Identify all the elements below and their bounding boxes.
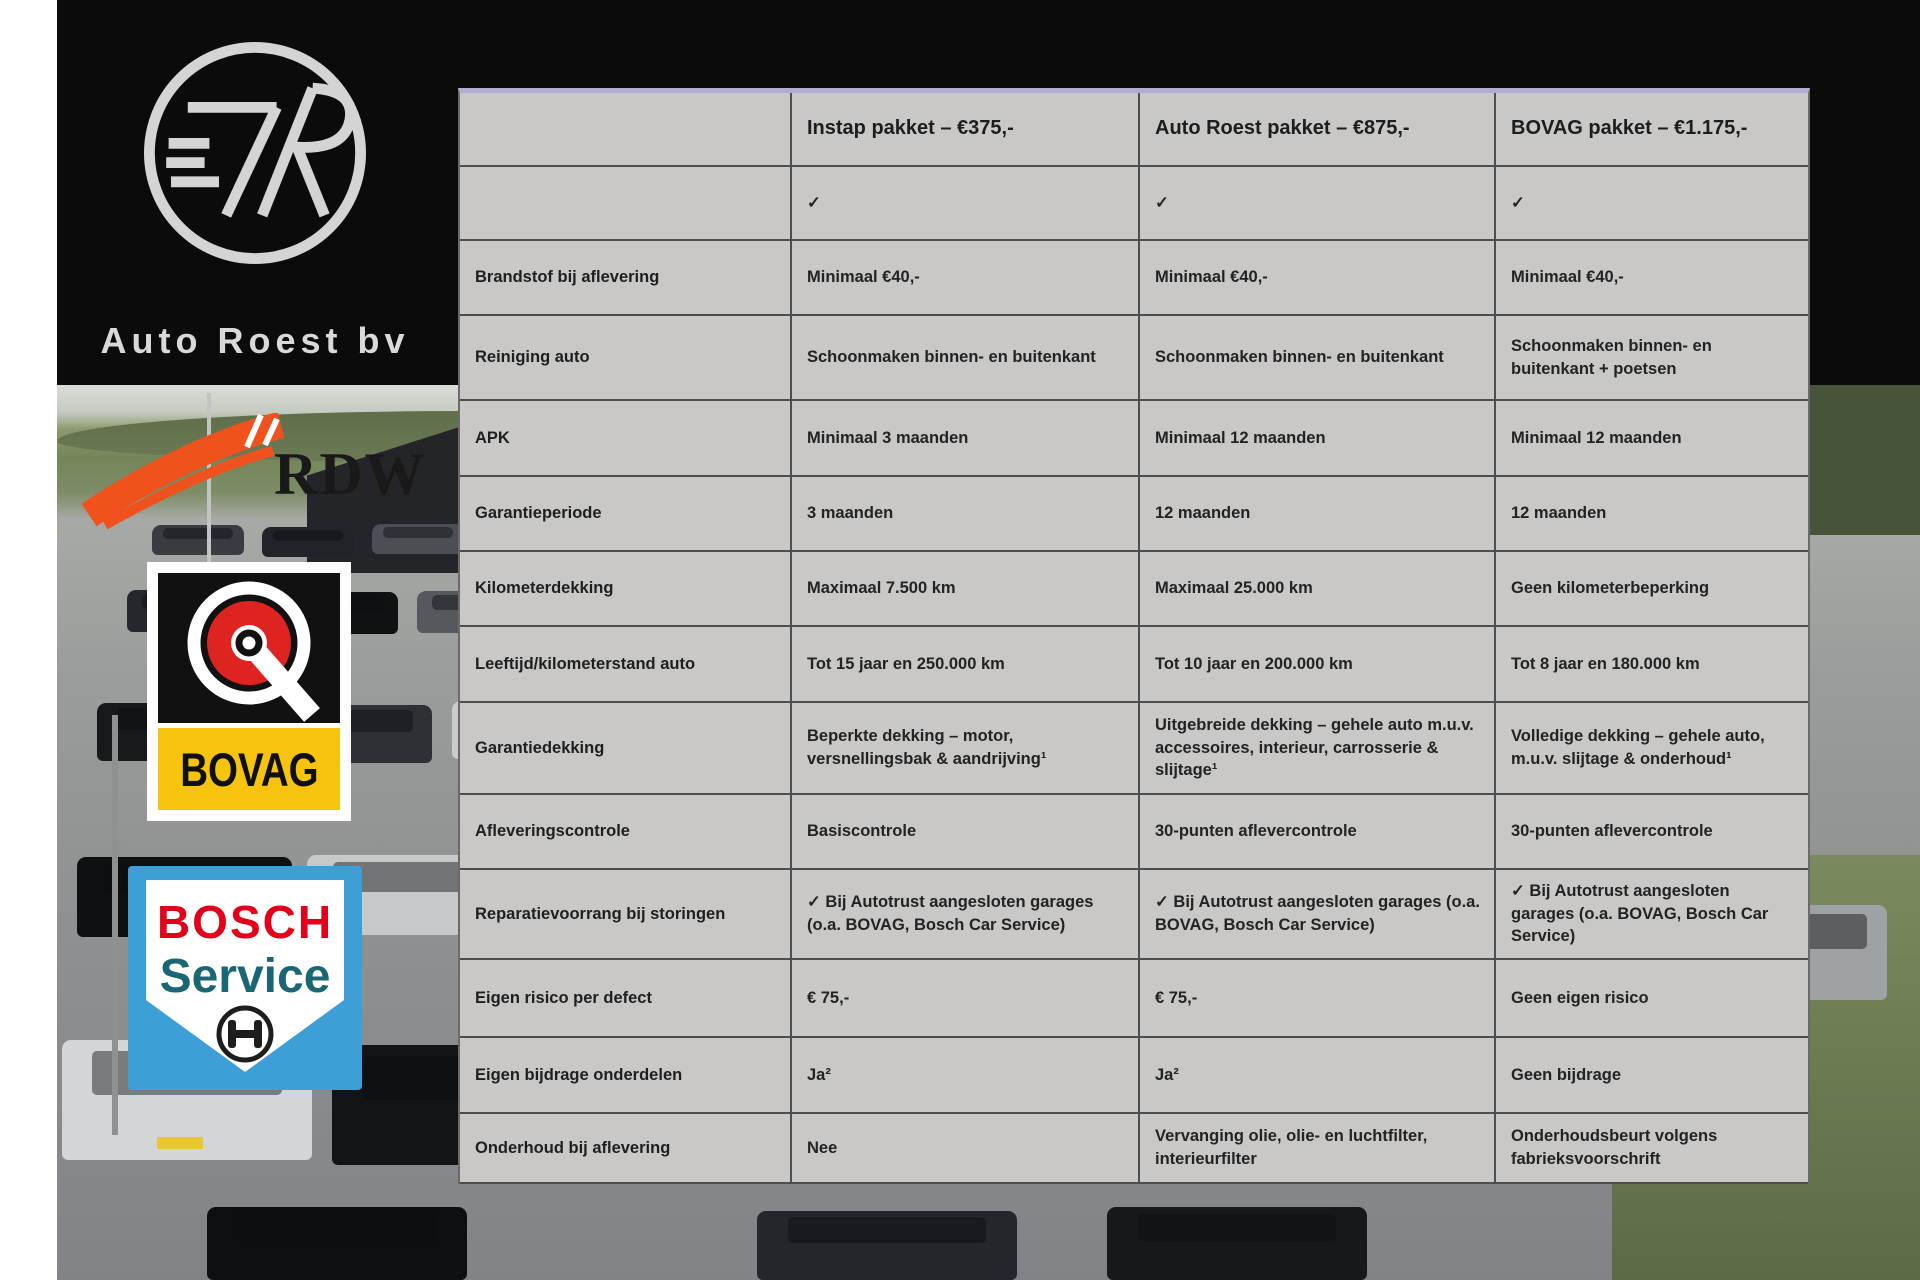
row-label: Leeftijd/kilometerstand auto [475,654,696,673]
value-cell: Geen bijdrage [1494,1038,1808,1112]
value-cell: ✓ Bij Autotrust aangesloten garages (o.a. BOVAG, Bosch Car Service) [1138,870,1494,958]
value-cell: ✓ [1138,167,1494,239]
value-cell: Schoonmaken binnen- en buitenkant [790,316,1138,399]
value-cell: ✓ Bij Autotrust aangesloten garages (o.a. BOVAG, Bosch Car Service) [1494,870,1808,958]
row-label: Brandstof bij aflevering [475,268,660,287]
value-cell: 3 maanden [790,477,1138,550]
row-label: Reparatievoorrang bij storingen [475,904,726,923]
table-row [460,316,1808,401]
table-row [460,795,1808,870]
package-header: BOVAG pakket – €1.175,- [1494,93,1808,165]
value-cell: € 75,- [1138,960,1494,1036]
company-name: Auto Roest bv [100,320,410,361]
value-cell: Beperkte dekking – motor, versnellingsbak & aandrijving¹ [790,703,1138,793]
bosch-wordmark: BOSCH [156,896,334,948]
package-header: Auto Roest pakket – €875,- [1138,93,1494,165]
value-cell: Minimaal 12 maanden [1138,401,1494,475]
value-cell: 12 maanden [1138,477,1494,550]
value-cell: 30-punten aflevercontrole [1494,795,1808,868]
row-label: Kilometerdekking [475,579,614,598]
value-cell: Vervanging olie, olie- en luchtfilter, interieurfilter [1138,1114,1494,1182]
table-row [460,627,1808,703]
bosch-armature-icon [219,1008,271,1060]
value-cell: Minimaal €40,- [790,241,1138,314]
value-cell: Tot 8 jaar en 180.000 km [1494,627,1808,701]
value-cell: 12 maanden [1494,477,1808,550]
car-shape [757,1211,1017,1280]
value-cell: Maximaal 7.500 km [790,552,1138,625]
value-cell: Tot 10 jaar en 200.000 km [1138,627,1494,701]
package-table [458,88,1810,1184]
row-label [460,167,790,239]
table-row [460,241,1808,316]
table-row [460,401,1808,477]
value-cell: Nee [790,1114,1138,1182]
auto-roest-monogram-icon [135,33,375,273]
rdw-flame-icon [75,413,290,533]
row-label: Garantiedekking [475,738,605,757]
row-label: Reiniging auto [475,348,590,367]
value-cell: ✓ [790,167,1138,239]
value-cell: ✓ [1494,167,1808,239]
row-label: APK [475,428,510,447]
corner-cell [460,93,790,165]
rdw-wordmark: RDW [274,440,427,507]
row-label: Eigen risico per defect [475,988,652,1007]
car-shape [1107,1207,1367,1280]
bosch-service-logo [128,866,362,1090]
table-row [460,1038,1808,1114]
value-cell: Ja² [790,1038,1138,1112]
table-row [460,703,1808,795]
row-label: Garantieperiode [475,504,602,523]
bovag-emblem-icon [158,573,340,723]
row-label: Afleveringscontrole [475,822,630,841]
value-cell: Minimaal 3 maanden [790,401,1138,475]
table-row [460,960,1808,1038]
value-cell: Ja² [1138,1038,1494,1112]
value-cell: Volledige dekking – gehele auto, m.u.v. slijtage & onderhoud¹ [1494,703,1808,793]
value-cell: Maximaal 25.000 km [1138,552,1494,625]
value-cell: € 75,- [790,960,1138,1036]
car-shape [207,1207,467,1280]
value-cell: Schoonmaken binnen- en buitenkant + poetsen [1494,316,1808,399]
table-row [460,870,1808,960]
value-cell: Uitgebreide dekking – gehele auto m.u.v. accessoires, interieur, carrosserie & slijtage¹ [1138,703,1494,793]
table-header-row [460,93,1808,167]
license-plate [157,1137,203,1149]
value-cell: Onderhoudsbeurt volgens fabrieksvoorschrift [1494,1114,1808,1182]
value-cell: Minimaal €40,- [1138,241,1494,314]
bovag-logo [147,562,351,821]
value-cell: Minimaal 12 maanden [1494,401,1808,475]
value-cell: Geen kilometerbeperking [1494,552,1808,625]
table-row [460,477,1808,552]
row-label: Onderhoud bij aflevering [475,1138,671,1157]
value-cell: Geen eigen risico [1494,960,1808,1036]
light-pole [112,715,118,1135]
value-cell: Basiscontrole [790,795,1138,868]
value-cell: Tot 15 jaar en 250.000 km [790,627,1138,701]
value-cell: ✓ Bij Autotrust aangesloten garages (o.a. BOVAG, Bosch Car Service) [790,870,1138,958]
rdw-logo [75,413,427,533]
value-cell: 30-punten aflevercontrole [1138,795,1494,868]
bovag-wordmark: BOVAG [179,742,319,796]
bosch-service-wordmark: Service [159,950,331,1003]
row-label: Eigen bijdrage onderdelen [475,1065,683,1084]
table-row [460,167,1808,241]
table-row [460,1114,1808,1184]
table-row [460,552,1808,627]
value-cell: Schoonmaken binnen- en buitenkant [1138,316,1494,399]
value-cell: Minimaal €40,- [1494,241,1808,314]
package-header: Instap pakket – €375,- [790,93,1138,165]
